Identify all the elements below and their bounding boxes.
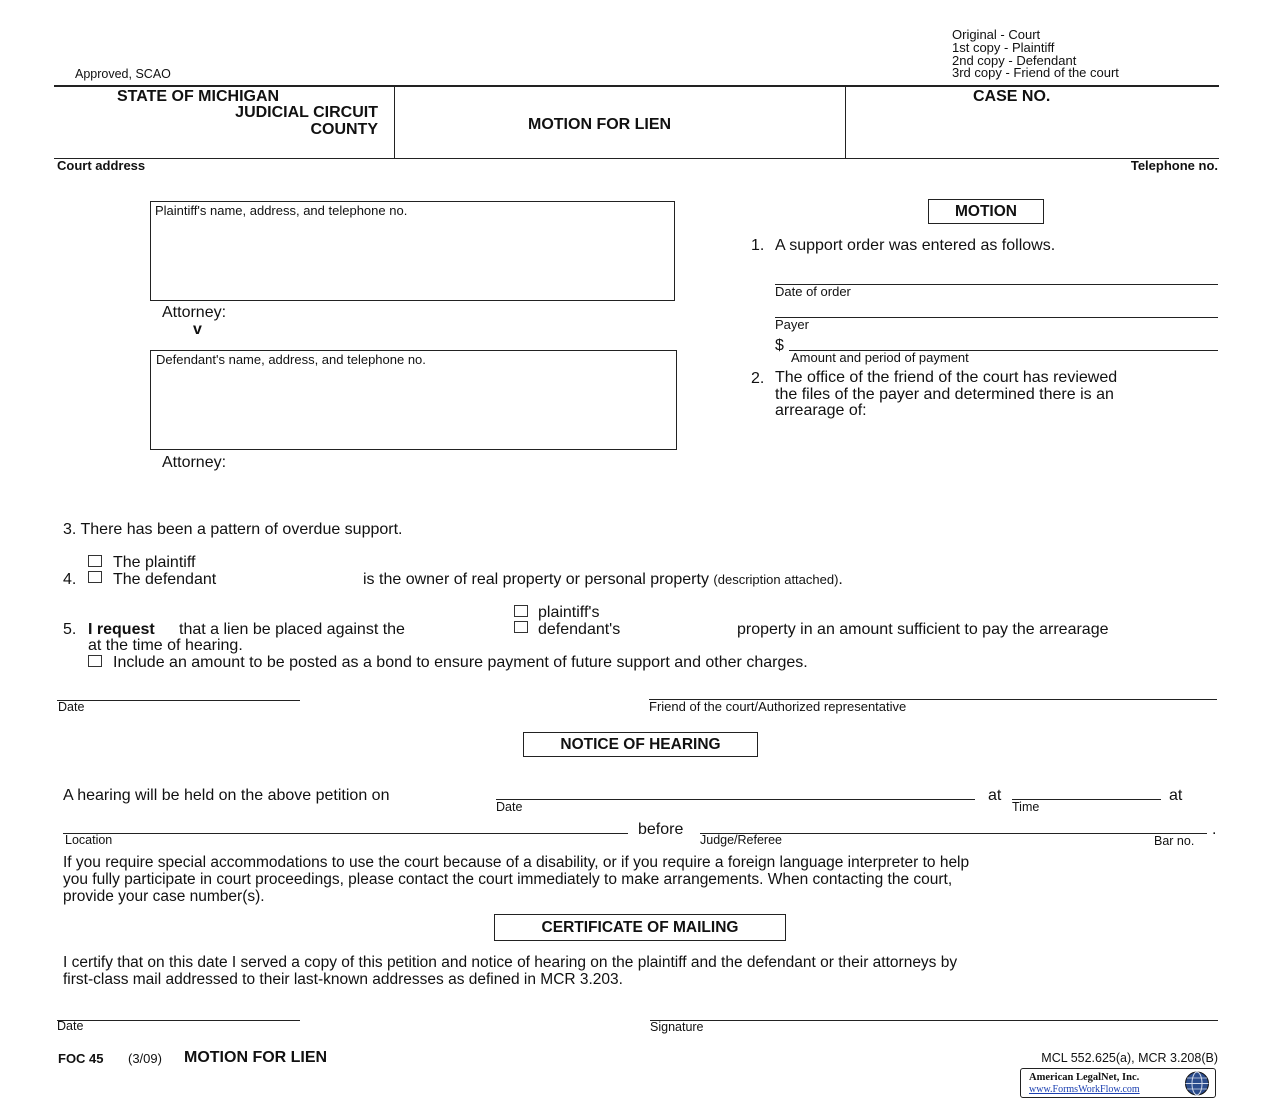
form-title: MOTION FOR LIEN — [528, 116, 672, 133]
bond-checkbox[interactable] — [88, 655, 102, 667]
vendor-name: American LegalNet, Inc. — [1029, 1072, 1140, 1083]
hearing-text: A hearing will be held on the above petition on — [63, 787, 390, 804]
plaintiff-label: Plaintiff's name, address, and telephone no. — [155, 203, 408, 218]
certificate-date-line[interactable] — [57, 1020, 300, 1021]
hearing-date-label: Date — [496, 800, 523, 814]
judge-label: Judge/Referee — [700, 833, 783, 847]
plaintiff-owner-label: The plaintiff — [113, 554, 196, 571]
footer-title: MOTION FOR LIEN — [184, 1049, 328, 1066]
header-divider — [394, 85, 395, 159]
certificate-date-label: Date — [57, 1019, 84, 1033]
versus-label: v — [193, 321, 202, 338]
notice-heading: NOTICE OF HEARING — [523, 732, 758, 757]
plaintiff-owner-checkbox[interactable] — [88, 555, 102, 567]
case-no-label: CASE NO. — [973, 88, 1051, 105]
hearing-date-line[interactable] — [496, 799, 975, 800]
statute-references: MCL 552.625(a), MCR 3.208(B) — [1041, 1051, 1218, 1065]
defendants-property-label: defendant's — [538, 621, 621, 638]
item4-number: 4. — [63, 571, 77, 588]
item2-text — [775, 370, 1117, 420]
plaintiffs-property-checkbox[interactable] — [514, 605, 528, 617]
location-line[interactable] — [63, 833, 628, 834]
accommodations-notice — [63, 854, 969, 905]
accommodations-line: provide your case number(s). — [63, 888, 265, 905]
defendant-box[interactable] — [150, 350, 677, 450]
court-address-label: Court address — [57, 158, 146, 173]
foc-signature-label: Friend of the court/Authorized representative — [649, 699, 907, 714]
item5-text2: property in an amount sufficient to pay the arrearage — [737, 621, 1109, 638]
defendant-owner-label: The defendant — [113, 571, 217, 588]
item4-text — [363, 571, 843, 589]
item1-number: 1. — [751, 237, 765, 254]
item1-text: A support order was entered as follows. — [775, 237, 1056, 254]
certificate-line: I certify that on this date I served a copy of this petition and notice of hearing on the plaintiff and the defendant or their attorneys by — [63, 954, 958, 971]
item2-number: 2. — [751, 370, 765, 387]
before-label: before — [638, 821, 684, 838]
plaintiff-attorney-label: Attorney: — [162, 304, 227, 321]
bar-no-label: Bar no. — [1154, 834, 1195, 848]
defendant-owner-checkbox[interactable] — [88, 571, 102, 583]
certificate-heading: CERTIFICATE OF MAILING — [494, 914, 786, 941]
item4-note: (description attached) — [713, 572, 839, 587]
approved-text: Approved, SCAO — [75, 67, 171, 81]
amount-period-label: Amount and period of payment — [791, 350, 969, 365]
item2-line: The office of the friend of the court has reviewed — [775, 369, 1118, 386]
certificate-signature-label: Signature — [650, 1020, 704, 1034]
item5-text: that a lien be placed against the — [179, 621, 405, 638]
item4-period: . — [838, 571, 843, 588]
item3-text: 3. There has been a pattern of overdue support. — [63, 521, 403, 538]
item5-line2: at the time of hearing. — [88, 637, 243, 654]
motion-heading: MOTION — [928, 199, 1044, 224]
date-of-order-label: Date of order — [775, 284, 851, 299]
bond-label: Include an amount to be posted as a bond to ensure payment of future support and other charges. — [113, 654, 808, 671]
certificate-text — [63, 954, 957, 988]
hearing-time-label: Time — [1012, 800, 1040, 814]
motion-date-line[interactable] — [57, 700, 300, 701]
copy-line: 1st copy - Plaintiff — [952, 39, 1055, 55]
defendants-property-checkbox[interactable] — [514, 621, 528, 633]
item2-line: the files of the payer and determined there is an — [775, 385, 1114, 403]
motion-date-label: Date — [58, 700, 85, 714]
dollar-sign: $ — [775, 337, 784, 354]
header-bottom-rule — [54, 158, 1219, 159]
certificate-signature-line[interactable] — [650, 1020, 1218, 1021]
item5-request: I request — [88, 621, 155, 638]
item5-number: 5. — [63, 621, 77, 638]
period: . — [1212, 821, 1217, 838]
plaintiff-box[interactable] — [150, 201, 675, 301]
item2-line: arrearage of: — [775, 402, 867, 419]
payer-label: Payer — [775, 317, 809, 332]
accommodations-line: If you require special accommodations to use the court because of a disability, or if you require a foreign language interpreter to help — [63, 854, 970, 871]
form-revision: (3/09) — [128, 1051, 162, 1066]
vendor-badge[interactable] — [1020, 1068, 1216, 1098]
telephone-label: Telephone no. — [1130, 158, 1218, 173]
county-label: COUNTY — [310, 121, 378, 138]
defendant-attorney-label: Attorney: — [162, 454, 227, 471]
plaintiffs-property-label: plaintiff's — [538, 604, 600, 621]
copy-line: 2nd copy - Defendant — [952, 52, 1077, 68]
vendor-link[interactable]: www.FormsWorkFlow.com — [1029, 1084, 1140, 1095]
copy-line: Original - Court — [952, 27, 1041, 42]
circuit-label: JUDICIAL CIRCUIT — [235, 104, 378, 121]
accommodations-line: you fully participate in court proceedings, please contact the court immediately to make arrangements. When contacting the court, — [63, 871, 953, 888]
form-number: FOC 45 — [58, 1051, 104, 1066]
copy-line: 3rd copy - Friend of the court — [952, 65, 1119, 81]
at-label: at — [988, 787, 1002, 804]
defendant-label: Defendant's name, address, and telephone no. — [156, 352, 426, 367]
header-divider — [845, 85, 846, 159]
item4-main: is the owner of real property or personal property — [363, 571, 709, 588]
copy-distribution — [952, 29, 1119, 80]
location-label: Location — [65, 833, 113, 847]
header-top-rule — [54, 85, 1219, 87]
globe-icon — [1181, 1070, 1213, 1097]
payer-line[interactable] — [775, 317, 1218, 318]
at-label: at — [1169, 787, 1183, 804]
certificate-line: first-class mail addressed to their last-known addresses as defined in MCR 3.203. — [63, 971, 623, 988]
state-label: STATE OF MICHIGAN — [117, 88, 280, 105]
